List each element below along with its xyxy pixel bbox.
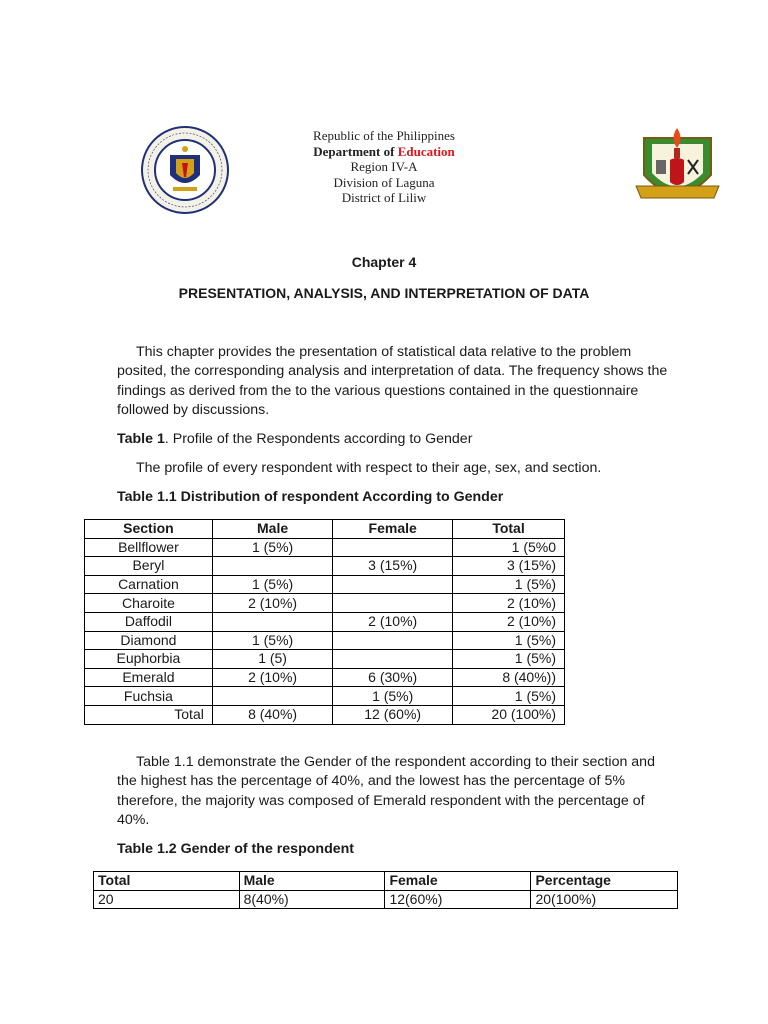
male-cell: 1 (5%): [212, 575, 332, 594]
section-cell: Carnation: [85, 575, 213, 594]
total-cell: 2 (10%): [453, 594, 565, 613]
chapter-heading: Chapter 4: [351, 254, 417, 270]
total-cell: 8 (40%)): [453, 668, 565, 687]
section-cell: Beryl: [85, 557, 213, 576]
total-cell: 3 (15%): [453, 557, 565, 576]
table-header-row: [85, 520, 565, 539]
table-row: [94, 890, 678, 909]
col-header-total: Total: [453, 520, 565, 539]
total-cell: 1 (5%): [453, 631, 565, 650]
male-cell: 8(40%): [239, 890, 385, 909]
table-row: [85, 668, 565, 687]
profile-paragraph: The profile of every respondent with respect to their age, sex, and section.: [136, 460, 602, 476]
region-line: Region IV-A: [350, 159, 418, 174]
deped-seal-icon: [140, 125, 230, 215]
female-cell: 6 (30%): [333, 668, 453, 687]
col-header-male: Male: [239, 872, 385, 891]
table-row: [85, 631, 565, 650]
gender-distribution-table: [84, 519, 565, 725]
total-cell: 1 (5%0: [453, 538, 565, 557]
male-cell: 1 (5): [212, 650, 332, 669]
total-cell: 1 (5%): [453, 575, 565, 594]
chapter-title: PRESENTATION, ANALYSIS, AND INTERPRETATION OF DATA: [178, 285, 590, 301]
section-cell: Euphorbia: [85, 650, 213, 669]
female-cell: [333, 538, 453, 557]
table12-caption: Table 1.2 Gender of the respondent: [117, 841, 355, 857]
total-cell: 2 (10%): [453, 612, 565, 631]
table-row: [85, 687, 565, 706]
section-cell: Daffodil: [85, 612, 213, 631]
grand-total-cell: 20 (100%): [453, 705, 565, 724]
department-highlight: Education: [397, 143, 455, 159]
female-total-cell: 12 (60%): [333, 705, 453, 724]
section-cell: Fuchsia: [85, 687, 213, 706]
col-header-total: Total: [94, 872, 240, 891]
letterhead-text: [234, 128, 534, 206]
district-line: District of Liliw: [341, 190, 427, 205]
female-cell: 1 (5%): [333, 687, 453, 706]
col-header-female: Female: [333, 520, 453, 539]
male-cell: 2 (10%): [212, 668, 332, 687]
col-header-section: Section: [85, 520, 213, 539]
col-header-male: Male: [212, 520, 332, 539]
total-cell: 1 (5%): [453, 650, 565, 669]
section-cell: Emerald: [85, 668, 213, 687]
department-prefix: Department of: [313, 143, 398, 159]
table1-caption: [117, 430, 677, 449]
female-cell: [333, 575, 453, 594]
table-row: [85, 650, 565, 669]
table-row: [85, 612, 565, 631]
male-total-cell: 8 (40%): [212, 705, 332, 724]
female-cell: 12(60%): [385, 890, 531, 909]
table1-label: Table 1: [117, 431, 165, 447]
percentage-cell: 20(100%): [531, 890, 678, 909]
table-row: [85, 538, 565, 557]
table11-caption: Table 1.1 Distribution of respondent According to Gender: [117, 489, 504, 505]
total-label-cell: Total: [85, 705, 213, 724]
male-cell: [212, 557, 332, 576]
col-header-female: Female: [385, 872, 531, 891]
intro-paragraph: This chapter provides the presentation of statistical data relative to the problem posited, the corresponding analysis and interpretation of data. The frequency shows the findings as derived from the to the various questions contained in the questionnaire followed by discussions.: [117, 344, 668, 418]
division-line: Division of Laguna: [333, 174, 435, 190]
col-header-percentage: Percentage: [531, 872, 678, 891]
department-line: [234, 144, 534, 160]
female-cell: 2 (10%): [333, 612, 453, 631]
female-cell: [333, 594, 453, 613]
gender-summary-table: [93, 871, 678, 909]
table1-caption-text: . Profile of the Respondents according to Gender: [164, 431, 473, 447]
male-cell: [212, 612, 332, 631]
table-header-row: [94, 872, 678, 891]
section-cell: Bellflower: [85, 538, 213, 557]
section-cell: Charoite: [85, 594, 213, 613]
table-row: [85, 557, 565, 576]
female-cell: 3 (15%): [333, 557, 453, 576]
letterhead: [0, 0, 768, 230]
republic-line: Republic of the Philippines: [313, 128, 455, 143]
male-cell: 1 (5%): [212, 631, 332, 650]
table-row: [85, 594, 565, 613]
table-row: [85, 575, 565, 594]
table-total-row: [85, 705, 565, 724]
total-cell: 20: [94, 890, 240, 909]
male-cell: [212, 687, 332, 706]
discussion-paragraph: Table 1.1 demonstrate the Gender of the respondent according to their section and the highest has the percentage of 40%, and the lowest has the percentage of 5% therefore, the majority was composed of Emerald respondent with the percentage of 40%.: [117, 754, 655, 828]
female-cell: [333, 650, 453, 669]
male-cell: 1 (5%): [212, 538, 332, 557]
male-cell: 2 (10%): [212, 594, 332, 613]
section-cell: Diamond: [85, 631, 213, 650]
school-seal-icon: [630, 120, 725, 215]
total-cell: 1 (5%): [453, 687, 565, 706]
female-cell: [333, 631, 453, 650]
